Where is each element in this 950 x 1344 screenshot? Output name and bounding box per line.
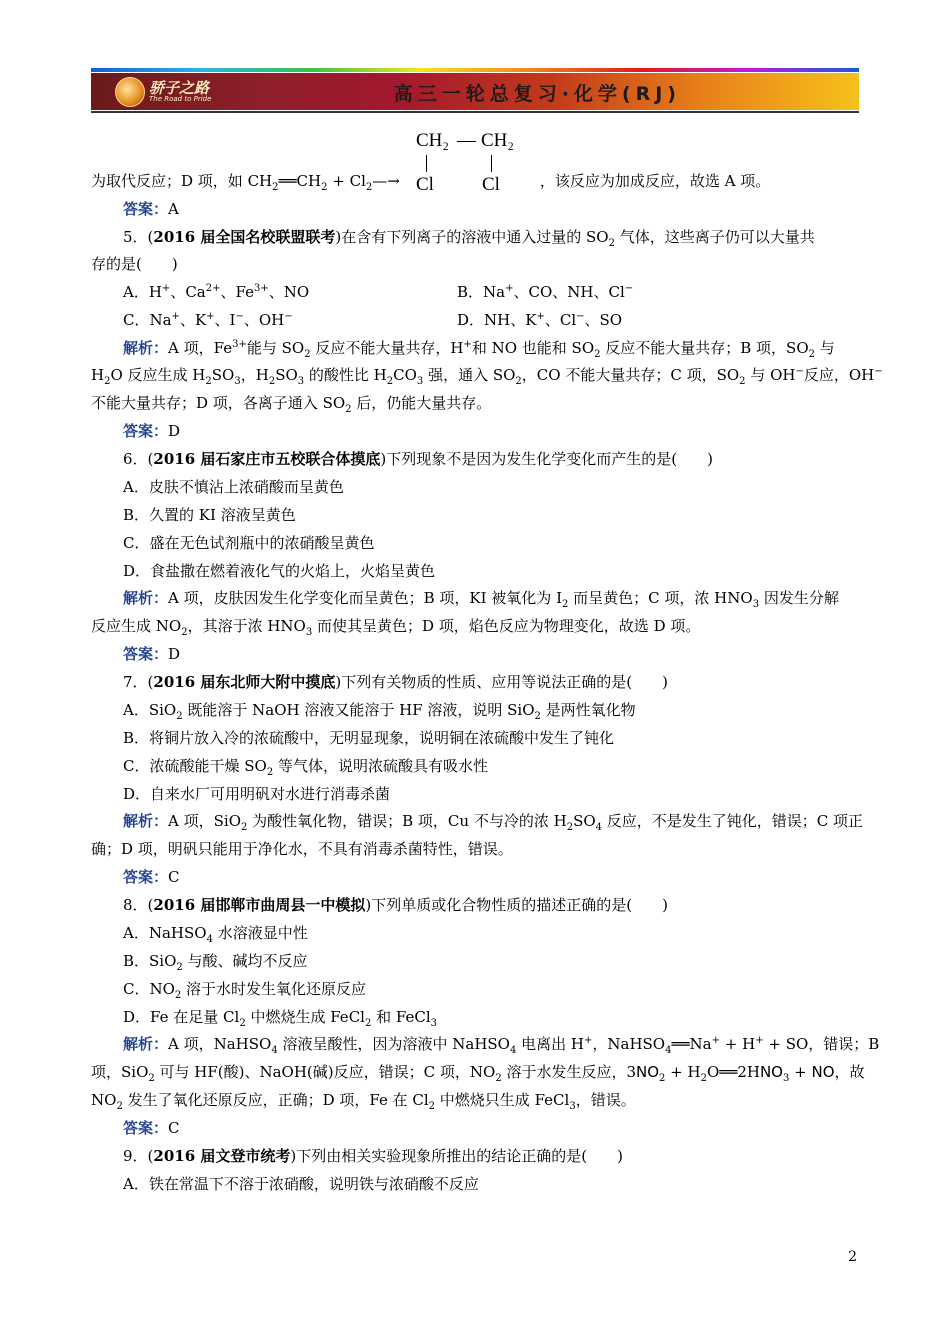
header-divider bbox=[91, 111, 859, 113]
text-line: 答案：D bbox=[123, 422, 181, 440]
text-line: C．浓硫酸能干燥 $SO_2$ 等气体，说明浓硫酸具有吸水性 bbox=[123, 757, 488, 778]
text-line: C．Na+、K+、I−、OH− bbox=[123, 311, 293, 329]
text-line: D．NH、K+、Cl−、SO bbox=[457, 311, 623, 329]
text-line: 解析：A 项，NaHSO$_4$ 溶液呈酸性，因为溶液中 NaHSO$_4$ 电离出 H+，NaHSO$_4$══Na+ + H+ + SO，错误；B bbox=[123, 1035, 880, 1056]
text-line: 6．(2016 届石家庄市五校联合体摸底)下列现象不是因为发生化学变化而产生的是( ) bbox=[123, 450, 713, 468]
text-line: A．NaHSO$_4$ 水溶液显中性 bbox=[123, 924, 308, 945]
page-number: 2 bbox=[848, 1249, 857, 1265]
text-line: 解析：A 项，SiO$_2$ 为酸性氧化物，错误；B 项，Cu 不与冷的浓 $H_2SO_4$ 反应，不是发生了钝化，错误；C 项正 bbox=[123, 812, 864, 833]
publisher-logo bbox=[115, 76, 235, 108]
text-line: 答案：C bbox=[123, 868, 180, 886]
text-line: D．自来水厂可用明矾对水进行消毒杀菌 bbox=[123, 785, 391, 803]
text-line: 存的是( ) bbox=[91, 255, 178, 273]
text-line: A．H+、$Ca^{2+}$、$Fe^{3+}$、NO bbox=[123, 283, 310, 301]
text-line: C．$NO_2$ 溶于水时发生氧化还原反应 bbox=[123, 980, 367, 1001]
formula-ch2-right: CH₂ bbox=[481, 130, 515, 151]
header-bar bbox=[91, 73, 859, 110]
text-line: $NO_2$ 发生了氧化还原反应，正确；D 项，Fe 在 $Cl_2$ 中燃烧只生成 FeCl$_3$，错误。 bbox=[91, 1091, 636, 1112]
formula-ch2-left: CH₂ bbox=[416, 130, 450, 151]
logo-emblem-icon bbox=[115, 77, 145, 107]
text-line: 项，SiO$_2$ 可与 HF(酸)、NaOH(碱)反应，错误；C 项，$NO_2$ 溶于水发生反应，$3NO_2$ + $H_2O══2HNO_3$ + NO，故 bbox=[91, 1063, 865, 1084]
header-rainbow-stripe bbox=[91, 68, 859, 72]
formula-cl-right: Cl bbox=[482, 174, 500, 195]
text-line: C．盛在无色试剂瓶中的浓硝酸呈黄色 bbox=[123, 534, 375, 552]
text-line: 不能大量共存；D 项，各离子通入 $SO_2$ 后，仍能大量共存。 bbox=[91, 394, 492, 415]
logo-english: The Road to Pride bbox=[149, 95, 212, 103]
header-banner bbox=[91, 68, 859, 114]
text-line: 8．(2016 届邯郸市曲周县一中模拟)下列单质或化合物性质的描述正确的是( ) bbox=[123, 896, 668, 914]
text-line: 解析：A 项，$Fe^{3+}$能与 $SO_2$ 反应不能大量共存，H+和 NO 也能和 $SO_2$ 反应不能大量共存；B 项，$SO_2$ 与 bbox=[123, 339, 835, 360]
text-line: 答案：D bbox=[123, 645, 181, 663]
text-line: 答案：A bbox=[123, 200, 179, 218]
text-line: 确；D 项，明矾只能用于净化水，不具有消毒杀菌特性，错误。 bbox=[91, 840, 513, 858]
text-line: A．SiO$_2$ 既能溶于 NaOH 溶液又能溶于 HF 溶液，说明 SiO$_2$ 是两性氧化物 bbox=[123, 701, 636, 722]
text-line: 7．(2016 届东北师大附中摸底)下列有关物质的性质、应用等说法正确的是( ) bbox=[123, 673, 668, 691]
text-line: A．皮肤不慎沾上浓硝酸而呈黄色 bbox=[123, 478, 344, 496]
text-line: A．铁在常温下不溶于浓硝酸，说明铁与浓硝酸不反应 bbox=[123, 1175, 479, 1193]
text-line: D．Fe 在足量 $Cl_2$ 中燃烧生成 FeCl$_2$ 和 FeCl$_3$ bbox=[123, 1008, 437, 1029]
text-line: 解析：A 项，皮肤因发生化学变化而呈黄色；B 项，KI 被氧化为 $I_2$ 而呈黄色；C 项，浓 $HNO_3$ 因发生分解 bbox=[123, 589, 839, 610]
text-line: 答案：C bbox=[123, 1119, 180, 1137]
text-line: 反应生成 $NO_2$，其溶于浓 $HNO_3$ 而使其呈黄色；D 项，焰色反应为物理变化，故选 D 项。 bbox=[91, 617, 701, 638]
text-line: B．久置的 KI 溶液呈黄色 bbox=[123, 506, 296, 524]
text-line: 5．(2016 届全国名校联盟联考)在含有下列离子的溶液中通入过量的 $SO_2$ 气体，这些离子仍可以大量共 bbox=[123, 228, 815, 249]
text-line: 为取代反应；D 项，如 $CH_2══CH_2$ + $Cl_2—\to$ ，该反应为加成反应，故选 A 项。 bbox=[91, 172, 771, 193]
text-line: $H_2O$ 反应生成 $H_2SO_3$，$H_2SO_3$ 的酸性比 $H_2CO_3$ 强，通入 $SO_2$，CO 不能大量共存；C 项，$SO_2$ 与 OH−反应，OH− bbox=[91, 366, 883, 387]
text-line: B．将铜片放入冷的浓硫酸中，无明显现象，说明铜在浓硫酸中发生了钝化 bbox=[123, 729, 615, 747]
text-line: B．Na+、CO、NH、Cl− bbox=[457, 283, 634, 301]
text-line: D．食盐撒在燃着液化气的火焰上，火焰呈黄色 bbox=[123, 562, 436, 580]
logo-chinese: 骄子之路 bbox=[149, 79, 210, 97]
text-line: 9．(2016 届文登市统考)下列由相关实验现象所推出的结论正确的是( ) bbox=[123, 1147, 623, 1165]
formula-bond: — bbox=[457, 130, 476, 151]
text-line: B．SiO$_2$ 与酸、碱均不反应 bbox=[123, 952, 308, 973]
header-title: 高三一轮总复习·化学(RJ) bbox=[393, 83, 681, 105]
formula-cl-left: Cl bbox=[416, 174, 434, 195]
